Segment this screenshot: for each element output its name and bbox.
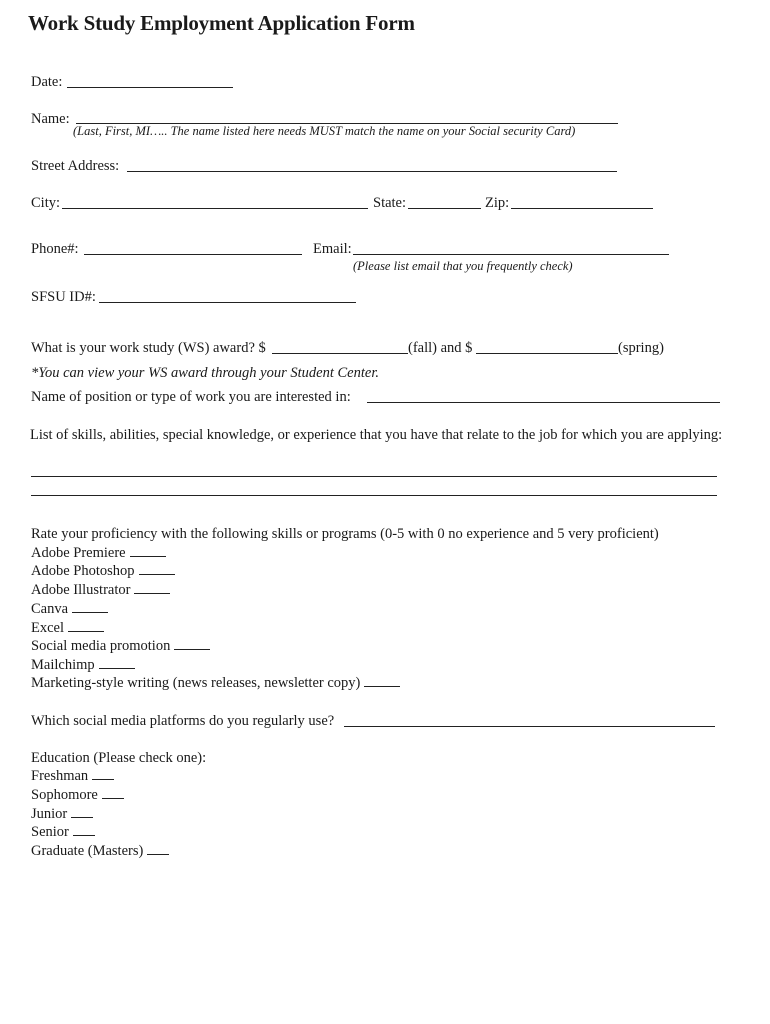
skills-line-2[interactable] — [31, 495, 717, 496]
education-checkbox[interactable] — [92, 767, 114, 780]
city-field[interactable] — [62, 208, 368, 209]
fall-award-field[interactable] — [272, 353, 408, 354]
proficiency-item-label: Adobe Photoshop — [31, 563, 135, 579]
proficiency-item-label: Canva — [31, 601, 69, 617]
skills-prompt: List of skills, abilities, special knowledge, or experience that you have that relate to the job for which you are applying: — [30, 427, 723, 443]
proficiency-item — [31, 619, 104, 637]
state-field[interactable] — [408, 208, 481, 209]
education-option-label: Freshman — [31, 768, 89, 784]
zip-label: Zip: — [485, 195, 510, 211]
proficiency-blank[interactable] — [134, 581, 170, 594]
position-field[interactable] — [367, 402, 720, 403]
position-label: Name of position or type of work you are interested in: — [31, 389, 351, 405]
education-option — [31, 805, 93, 823]
ws-award-note: *You can view your WS award through your Student Center. — [31, 365, 379, 381]
spring-award-field[interactable] — [476, 353, 618, 354]
spring-label: (spring) — [618, 340, 664, 356]
proficiency-blank[interactable] — [68, 619, 104, 632]
education-option — [31, 823, 95, 841]
proficiency-item — [31, 562, 175, 580]
social-media-field[interactable] — [344, 726, 715, 727]
state-label: State: — [373, 195, 407, 211]
proficiency-blank[interactable] — [139, 562, 175, 575]
phone-label: Phone#: — [31, 241, 79, 257]
proficiency-item — [31, 600, 108, 618]
zip-field[interactable] — [511, 208, 653, 209]
name-label: Name: — [31, 111, 70, 127]
education-checkbox[interactable] — [102, 786, 124, 799]
proficiency-item — [31, 656, 135, 674]
education-checkbox[interactable] — [73, 823, 95, 836]
fall-label: (fall) and $ — [408, 340, 473, 356]
city-label: City: — [31, 195, 61, 211]
ws-award-question: What is your work study (WS) award? $ — [31, 340, 266, 356]
education-label: Education (Please check one): — [31, 750, 207, 766]
skills-line-1[interactable] — [31, 476, 717, 477]
proficiency-blank[interactable] — [99, 656, 135, 669]
proficiency-item-label: Social media promotion — [31, 638, 171, 654]
street-address-label: Street Address: — [31, 158, 120, 174]
proficiency-blank[interactable] — [130, 544, 166, 557]
education-option-label: Sophomore — [31, 787, 98, 803]
proficiency-intro: Rate your proficiency with the following skills or programs (0-5 with 0 no experience and 5 very proficient) — [31, 526, 659, 542]
street-address-field[interactable] — [127, 171, 617, 172]
name-hint: (Last, First, MI….. The name listed here needs MUST match the name on your Social security Card) — [73, 124, 576, 138]
education-checkbox[interactable] — [71, 805, 93, 818]
education-option-label: Senior — [31, 824, 69, 840]
proficiency-item-label: Excel — [31, 620, 65, 636]
education-checkbox[interactable] — [147, 842, 169, 855]
email-field[interactable] — [353, 254, 669, 255]
sfsu-id-label: SFSU ID#: — [31, 289, 96, 305]
social-media-label: Which social media platforms do you regularly use? — [31, 713, 335, 729]
email-label: Email: — [313, 241, 352, 257]
education-option — [31, 767, 114, 785]
education-option — [31, 842, 169, 860]
education-option-label: Graduate (Masters) — [31, 843, 144, 859]
proficiency-item-label: Adobe Premiere — [31, 545, 126, 561]
proficiency-blank[interactable] — [72, 600, 108, 613]
proficiency-item-label: Adobe Illustrator — [31, 582, 131, 598]
proficiency-item — [31, 674, 400, 692]
proficiency-item — [31, 544, 166, 562]
education-option — [31, 786, 124, 804]
proficiency-item-label: Marketing-style writing (news releases, newsletter copy) — [31, 675, 361, 691]
proficiency-blank[interactable] — [364, 674, 400, 687]
proficiency-item — [31, 637, 210, 655]
proficiency-blank[interactable] — [174, 637, 210, 650]
email-hint: (Please list email that you frequently check) — [353, 259, 573, 273]
date-label: Date: — [31, 74, 63, 90]
phone-field[interactable] — [84, 254, 302, 255]
date-field[interactable] — [67, 87, 233, 88]
proficiency-item-label: Mailchimp — [31, 657, 95, 673]
form-title: Work Study Employment Application Form — [28, 11, 415, 35]
education-option-label: Junior — [31, 806, 68, 822]
sfsu-id-field[interactable] — [99, 302, 356, 303]
proficiency-item — [31, 581, 170, 599]
